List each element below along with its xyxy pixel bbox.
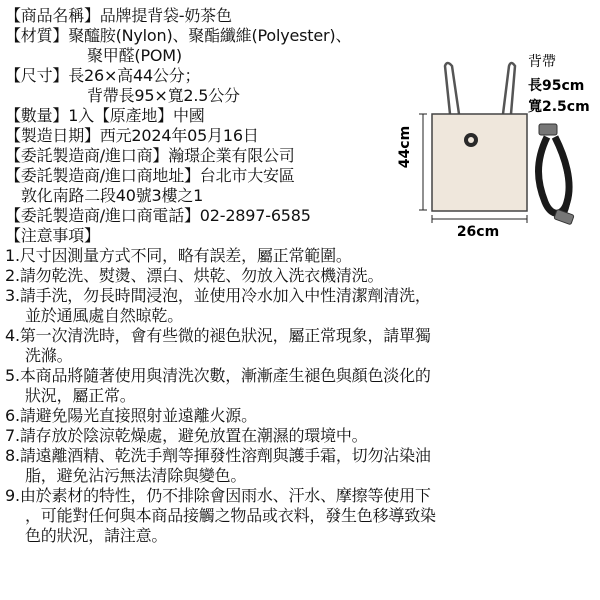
strap-width-label: 寬2.5cm bbox=[528, 99, 590, 115]
material-line-continued: 聚甲醛(POM) bbox=[87, 46, 182, 65]
note-item: 6.請避免陽光直接照射並遠離火源。 bbox=[5, 406, 257, 425]
bag-handle-left bbox=[445, 63, 459, 114]
strap-size-line: 背帶長95×寬2.5公分 bbox=[87, 86, 240, 105]
strap-clip-bottom-icon bbox=[554, 209, 574, 225]
strap-clip-top-icon bbox=[539, 124, 557, 135]
note-item: 1.尺寸因測量方式不同，略有誤差，屬正常範圍。 bbox=[5, 246, 352, 265]
notes-heading: 【注意事項】 bbox=[5, 226, 100, 245]
importer-phone-line: 【委託製造商/進口商電話】02-2897-6585 bbox=[5, 206, 311, 225]
note-item: 8.請遠離酒精、乾洗手劑等揮發性溶劑與護手霜，切勿沾染油 脂，避免沾污無法清除與變色。 bbox=[5, 446, 431, 485]
note-item: 9.由於素材的特性，仍不排除會因雨水、汗水、摩擦等使用下 ，可能對任何與本商品接觸之物品或衣料，發生色移導致染 色的狀況，請注意。 bbox=[5, 486, 436, 545]
strap-illustration bbox=[539, 124, 575, 225]
importer-line: 【委託製造商/進口商】瀚璟企業有限公司 bbox=[5, 146, 295, 165]
height-label: 44cm bbox=[397, 125, 413, 169]
strap-title: 背帶 bbox=[528, 54, 556, 70]
size-line: 【尺寸】長26×高44公分； bbox=[5, 66, 201, 85]
note-item: 2.請勿乾洗、熨燙、漂白、烘乾、勿放入洗衣機清洗。 bbox=[5, 266, 384, 285]
bag-illustration bbox=[395, 42, 600, 242]
manufacture-date-line: 【製造日期】西元2024年05月16日 bbox=[5, 126, 259, 145]
quantity-origin-line: 【數量】1入【原產地】中國 bbox=[5, 106, 205, 125]
note-item: 3.請手洗，勿長時間浸泡，並使用冷水加入中性清潔劑清洗， 並於通風處自然晾乾。 bbox=[5, 286, 431, 325]
width-label: 26cm bbox=[456, 224, 500, 240]
note-item: 7.請存放於陰涼乾燥處，避免放置在潮濕的環境中。 bbox=[5, 426, 368, 445]
product-name-line: 【商品名稱】品牌提背袋-奶茶色 bbox=[5, 6, 232, 25]
strap-length-label: 長95cm bbox=[528, 78, 585, 94]
material-line: 【材質】聚醯胺(Nylon)、聚酯纖維(Polyester)、 bbox=[5, 26, 352, 45]
bag-body bbox=[432, 114, 527, 211]
note-item: 5.本商品將隨著使用與清洗次數，漸漸產生褪色與顏色淡化的 狀況，屬正常。 bbox=[5, 366, 431, 405]
importer-address-line: 【委託製造商/進口商地址】台北市大安區 bbox=[5, 166, 295, 185]
bag-diagram bbox=[395, 42, 600, 242]
bag-handle-right bbox=[503, 63, 515, 114]
importer-address-continued: 敦化南路二段40號3樓之1 bbox=[21, 186, 204, 205]
notes-list bbox=[5, 246, 597, 546]
note-item: 4.第一次清洗時，會有些微的褪色狀況，屬正常現象，請單獨 洗滌。 bbox=[5, 326, 431, 365]
